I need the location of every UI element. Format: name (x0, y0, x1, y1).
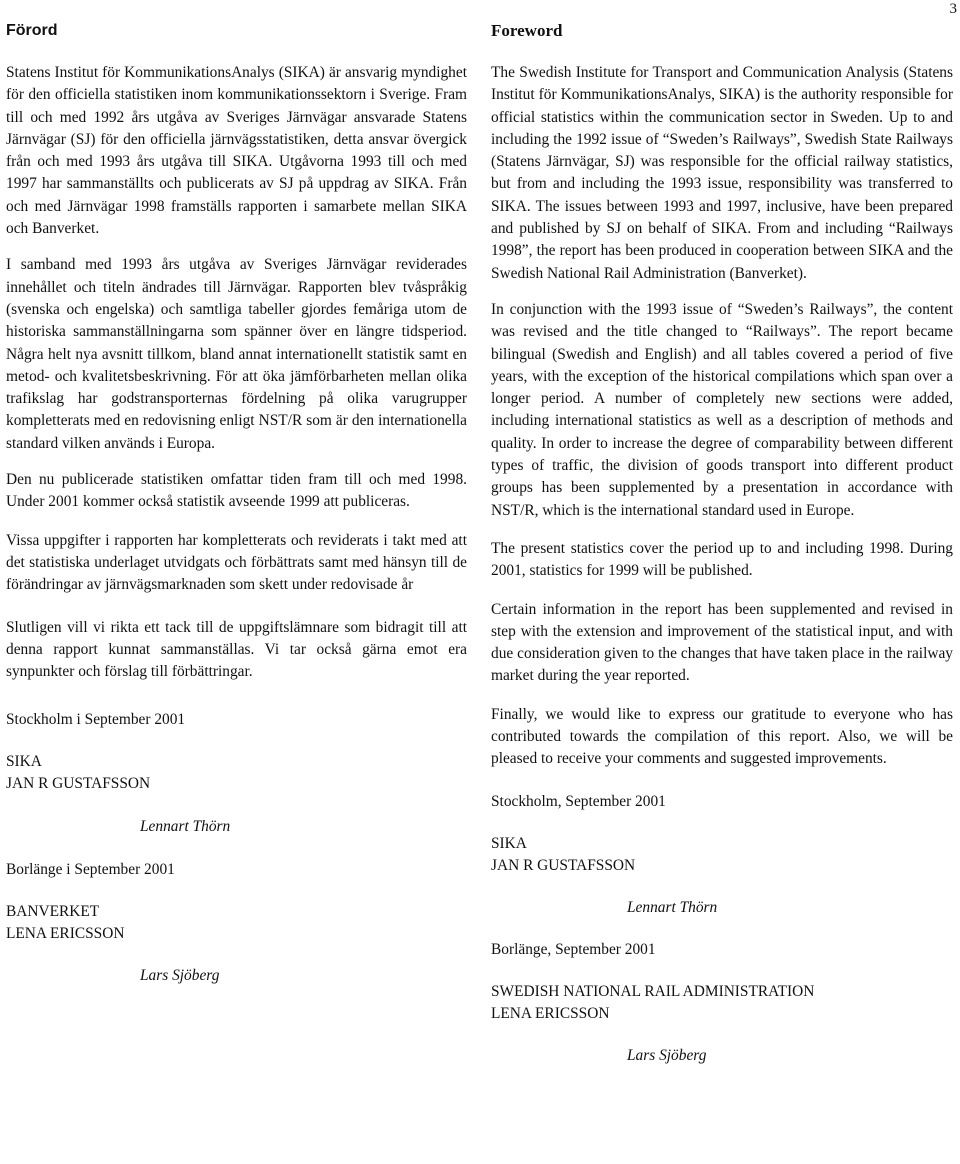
swedish-person-2: LENA ERICSSON (6, 925, 125, 943)
english-org-1: SIKA (491, 834, 527, 852)
english-paragraph-4: Certain information in the report has been supplemented and revised in step with the extension and improvement of the statistical input, and with due consideration given to the changes that have taken place in the railway market during the year reported. (491, 600, 953, 685)
english-paragraph-2: In conjunction with the 1993 issue of “Sweden’s Railways”, the content was revised and the title changed to “Railways”. The report became bilingual (Swedish and English) and all tables covered a period of five years, with the exception of the historical compilations which span over a longer period. A number of completely new sections were added, including international statistics as well as a description of methods and quality. In order to increase the degree of comparability between different types of traffic, the division of goods transport into different product groups has been supplemented by a presentation in accordance with NST/R, which is the international standard used in Europe. (491, 300, 953, 519)
english-org-2: SWEDISH NATIONAL RAIL ADMINISTRATION (491, 982, 815, 1000)
english-signatures (491, 771, 953, 1067)
page-number: 3 (949, 1, 957, 17)
english-person-1: JAN R GUSTAFSSON (491, 856, 636, 874)
swedish-signature-1: Lennart Thörn (140, 818, 231, 836)
english-signature-1: Lennart Thörn (627, 898, 718, 916)
swedish-heading: Förord (6, 22, 58, 39)
english-signature-2: Lars Sjöberg (627, 1046, 707, 1064)
english-place-date-2: Borlänge, September 2001 (491, 940, 656, 958)
english-body (491, 60, 953, 771)
swedish-org-1: SIKA (6, 753, 42, 771)
swedish-paragraph-1: Statens Institut för KommunikationsAnalys (SIKA) är ansvarig myndighet för den officiella statistiken inom kommunikationssektorn i Sverige. Fram till och med 1992 års utgåva av Sveriges Järnvägar ansvarade Statens Järnvägar (SJ) för den officiella järnvägsstatistiken, detta ansvar övergick från och med 1993 års utgåva till SIKA. Utgåvorna 1993 till och med 1997 har sammanställts och publicerats av SJ på uppdrag av SIKA. Från och med Järnvägar 1998 framställs rapporten i samarbete mellan SIKA och Banverket. (6, 64, 467, 238)
english-person-2: LENA ERICSSON (491, 1004, 610, 1022)
swedish-body (6, 60, 467, 683)
english-paragraph-1: The Swedish Institute for Transport and Communication Analysis (Statens Institut för KommunikationsAnalys, SIKA) is the authority responsible for official statistics within the communication sector in Sweden. Up to and including the 1992 issue of “Sweden’s Railways”, Swedish State Railways (Statens Järnvägar, SJ) was responsible for the official railway statistics, but from and including the 1993 issue, responsibility was transferred to SIKA. The issues between 1993 and 1997, inclusive, have been prepared and published by SJ on behalf of SIKA. From and including “Railways 1998”, the report has been produced in cooperation between SIKA and the Swedish National Rail Administration (Banverket). (491, 64, 953, 282)
swedish-place-date-1: Stockholm i September 2001 (6, 711, 186, 729)
english-paragraph-3: The present statistics cover the period up to and including 1998. During 2001, statistics for 1999 will be published. (491, 539, 953, 580)
swedish-place-date-2: Borlänge i September 2001 (6, 861, 175, 879)
swedish-paragraph-5: Slutligen vill vi rikta ett tack till de uppgiftslämnare som bidragit till att denna rapport kunnat sammanställas. Vi tar också gärna emot era synpunkter och förslag till förbättringar. (6, 618, 467, 681)
swedish-signatures (6, 683, 467, 987)
english-heading: Foreword (491, 21, 563, 40)
swedish-org-2: BANVERKET (6, 903, 100, 921)
english-place-date-1: Stockholm, September 2001 (491, 792, 666, 810)
swedish-person-1: JAN R GUSTAFSSON (6, 775, 151, 793)
swedish-paragraph-3: Den nu publicerade statistiken omfattar tiden fram till och med 1998. Under 2001 kommer också statistik avseende 1999 att publiceras. (6, 471, 467, 511)
swedish-paragraph-2: I samband med 1993 års utgåva av Sveriges Järnvägar reviderades innehållet och titeln ändrades till Järnvägar. Rapporten blev tvåspråkig (svenska och engelska) och samtliga tabeller gjordes femåriga utom de historiska sammanställningarna som spänner över en längre tidsperiod. Några helt nya avsnitt tillkom, bland annat internationellt statistik samt en metod- och kvalitetsbeskrivning. För att öka jämförbarheten mellan olika trafikslag har godstransporternas fördelning på olika varugrupper kompletterats med en redovisning enligt NST/R som är den internationella standard vilken används i Europa. (6, 256, 467, 452)
english-column (491, 20, 953, 1067)
english-paragraph-5: Finally, we would like to express our gratitude to everyone who has contributed towards the compilation of this report. Also, we will be pleased to receive your comments and suggested improvements. (491, 705, 953, 768)
swedish-paragraph-4: Vissa uppgifter i rapporten har kompletterats och reviderats i takt med att det statistiska underlaget utvidgats och förbättrats samt med hänsyn till de förändringar av järnvägsmarknaden som skett under redovisade år (6, 531, 467, 594)
swedish-signature-2: Lars Sjöberg (140, 967, 220, 985)
swedish-column (6, 20, 467, 987)
